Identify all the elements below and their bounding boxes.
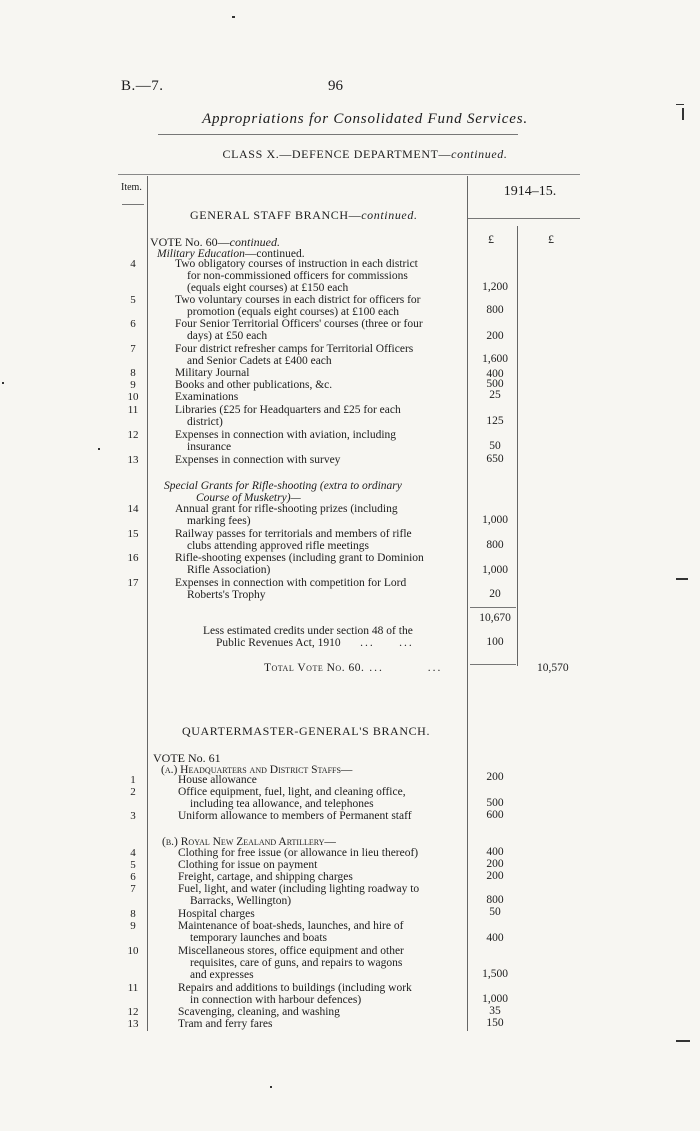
item-amount: 1,500 [482,968,508,980]
item-description-line: Four Senior Territorial Officers' courses (three or four [175,318,423,330]
branch-heading-quartermaster: QUARTERMASTER-GENERAL'S BRANCH. [182,724,431,738]
vote-heading-60: VOTE No. 60—continued. [150,235,280,249]
item-description-line: Rifle-shooting expenses (including grant to Dominion [175,552,424,564]
item-number: 4 [130,258,136,270]
item-amount: 50 [489,906,501,918]
item-description-line: Railway passes for territorials and members of rifle [175,528,412,540]
item-description-line: Scavenging, cleaning, and washing [178,1006,340,1018]
item-description-line: Expenses in connection with aviation, including [175,429,397,441]
page-title: Appropriations for Consolidated Fund Services. [202,111,528,127]
subhead-military-education: Military Education—continued. [157,248,305,260]
item-description-line: Two voluntary courses in each district for officers for [175,294,421,306]
item-head-rule [122,204,144,205]
item-amount: 200 [486,858,504,870]
item-description-line: including tea allowance, and telephones [190,798,374,810]
item-number: 15 [127,528,139,540]
item-amount: 500 [486,797,504,809]
title-rule [158,134,518,135]
item-amount: 35 [489,1005,501,1017]
item-description-line: Fuel, light, and water (including lighting roadway to [178,883,420,895]
subhead-b: (b.) Royal New Zealand Artillery— [162,836,336,848]
pound-sign-detail: £ [488,232,494,246]
item-number: 17 [127,577,139,589]
item-amount: 600 [486,809,504,821]
subtotal-amount: 10,670 [479,612,511,624]
item-description-line: Military Journal [175,367,250,379]
item-description-line: Office equipment, fuel, light, and cleaning office, [178,786,406,798]
year-column-header: 1914–15. [503,184,557,199]
item-description-line: Clothing for issue on payment [178,859,318,871]
item-number: 12 [127,429,139,441]
item-description-line: Repairs and additions to buildings (including work [178,982,412,994]
item-amount: 650 [486,453,504,465]
item-number: 16 [127,552,139,564]
item-amount: 50 [489,440,501,452]
item-amount: 150 [486,1017,504,1029]
item-number: 13 [127,1018,139,1030]
item-description-line: Annual grant for rifle-shooting prizes (including [175,503,398,515]
item-description-line: Miscellaneous stores, office equipment and other [178,945,404,957]
item-description-line: temporary launches and boats [190,932,327,944]
item-description-line: requisites, care of guns, and repairs to wagons [190,957,403,969]
item-description-line: and Senior Cadets at £400 each [187,355,332,367]
year-head-rule [468,218,580,219]
scan-mark [270,1086,272,1088]
vote-heading-61: VOTE No. 61 [153,751,221,765]
item-number: 1 [130,774,136,786]
subtotal-rule [470,607,516,608]
item-description-line: clubs attending approved rifle meetings [187,540,370,552]
total-vote-60-amount: 10,570 [537,662,569,674]
page-number: 96 [328,78,343,94]
item-number: 12 [127,1006,139,1018]
item-amount: 1,200 [482,281,508,293]
item-amount: 20 [489,588,501,600]
item-number: 13 [127,454,139,466]
item-number: 9 [130,379,136,391]
item-amount: 1,600 [482,353,508,365]
item-description-line: Hospital charges [178,908,255,920]
item-amount: 125 [486,415,504,427]
item-amount: 400 [486,846,504,858]
item-column-rule [147,176,148,1031]
item-amount: 200 [486,870,504,882]
item-description-line: Rifle Association) [187,564,271,576]
item-description-line: and expresses [190,969,254,981]
item-number: 11 [127,982,139,994]
item-description-line: promotion (equals eight courses) at £100 each [187,306,400,318]
item-description-line: in connection with harbour defences) [190,994,362,1006]
item-amount: 400 [486,368,504,380]
item-number: 8 [130,908,136,920]
class-heading: CLASS X.—DEFENCE DEPARTMENT—continued. [222,147,508,161]
item-description-line: marking fees) [187,515,251,527]
item-description-line: Barracks, Wellington) [190,895,292,907]
item-description-line: Books and other publications, &c. [175,379,333,391]
branch-heading-general-staff: GENERAL STAFF BRANCH—continued. [190,208,418,222]
total-vote-60-label: Total Vote No. 60. ... ... [264,662,443,674]
item-description-line: insurance [187,441,232,453]
item-amount: 800 [486,304,504,316]
item-number: 14 [127,503,139,515]
item-number: 10 [127,391,139,403]
item-amount: 800 [486,894,504,906]
item-number: 8 [130,367,136,379]
less-credits-line2: Public Revenues Act, 1910 ... ... [216,637,414,649]
grants-heading-line2: Course of Musketry)— [196,492,301,504]
scan-mark [232,16,235,18]
pound-sign-total: £ [548,232,554,246]
item-number: 7 [130,343,136,355]
item-number: 6 [130,871,136,883]
item-number: 11 [127,404,139,416]
item-description-line: House allowance [178,774,257,786]
grants-heading-line1: Special Grants for Rifle-shooting (extra to ordinary [164,480,402,492]
item-amount: 200 [486,330,504,342]
less-credits-line1: Less estimated credits under section 48 of the [203,625,413,637]
item-number: 4 [130,847,136,859]
item-amount: 800 [486,539,504,551]
item-description-line: Libraries (£25 for Headquarters and £25 for each [175,404,401,416]
item-description-line: Expenses in connection with competition for Lord [175,577,407,589]
item-description-line: Examinations [175,391,239,403]
item-description-line: Roberts's Trophy [187,589,266,601]
item-number: 9 [130,920,136,932]
item-description-line: Expenses in connection with survey [175,454,341,466]
item-description-line: Uniform allowance to members of Permanent staff [178,810,412,822]
item-description-line: district) [187,416,223,428]
item-description-line: for non-commissioned officers for commissions [187,270,408,282]
item-number: 3 [130,810,136,822]
item-description-line: Clothing for free issue (or allowance in lieu thereof) [178,847,419,859]
item-number: 7 [130,883,136,895]
total-rule [470,664,516,665]
item-description-line: Tram and ferry fares [178,1018,273,1030]
scan-mark [2,382,4,384]
item-number: 10 [127,945,139,957]
scan-mark [676,104,684,105]
item-amount: 1,000 [482,993,508,1005]
table-top-rule [118,174,580,175]
item-amount: 200 [486,771,504,783]
less-credits-amount: 100 [486,636,504,648]
item-number: 5 [130,294,136,306]
scan-mark [676,578,688,580]
subhead-a: (a.) Headquarters and District Staffs— [161,764,353,776]
item-description-line: Four district refresher camps for Territorial Officers [175,343,414,355]
item-description-line: (equals eight courses) at £150 each [187,282,349,294]
item-description-line: Two obligatory courses of instruction in each district [175,258,418,270]
item-column-header: Item. [121,182,142,193]
document-code: B.—7. [121,78,164,94]
item-description-line: Maintenance of boat-sheds, launches, and hire of [178,920,404,932]
item-number: 6 [130,318,136,330]
item-description-line: Freight, cartage, and shipping charges [178,871,353,883]
item-amount: 400 [486,932,504,944]
item-amount: 25 [489,389,501,401]
scan-mark [98,448,100,450]
item-description-line: days) at £50 each [187,330,268,342]
item-amount: 1,000 [482,514,508,526]
scan-mark [676,1040,690,1042]
scan-mark [682,108,684,120]
item-amount: 1,000 [482,564,508,576]
item-number: 5 [130,859,136,871]
item-number: 2 [130,786,136,798]
item-amount: 500 [486,378,504,390]
